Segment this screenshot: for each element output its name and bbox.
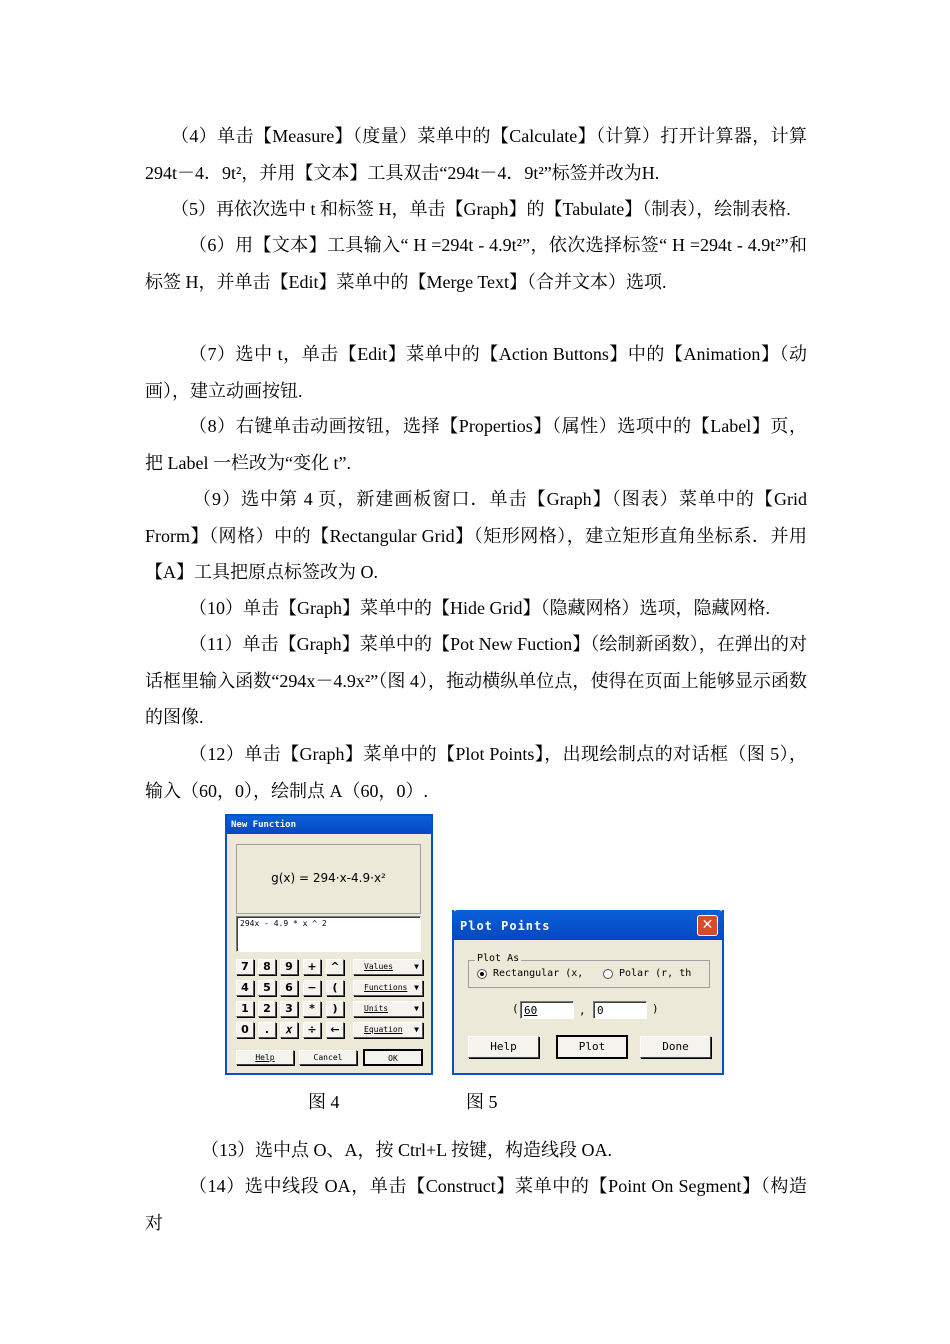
help-button[interactable]: Help <box>236 1050 294 1065</box>
radio-rectangular[interactable] <box>477 969 487 979</box>
key-1-4[interactable]: ( <box>326 980 344 996</box>
paragraph-step-5: （5）再依次选中 t 和标签 H，单击【Graph】的【Tabulate】（制表），绘制表格. <box>171 199 791 219</box>
chevron-down-icon: ▼ <box>414 962 419 971</box>
dropdown-equation[interactable] <box>353 1022 423 1038</box>
key-0-4[interactable]: ^ <box>326 959 344 975</box>
key-3-1[interactable]: . <box>258 1022 276 1038</box>
new-function-title-bar[interactable] <box>227 816 431 834</box>
radio-rectangular-label[interactable]: Rectangular (x, <box>493 968 584 979</box>
function-display <box>236 844 421 914</box>
plot-points-title-bar[interactable] <box>452 910 724 940</box>
open-paren: ( <box>512 1002 519 1015</box>
paragraph-step-7: （7）选中 t，单击【Edit】菜单中的【Action Buttons】中的【Animation】（动画），建立动画按钮. <box>145 344 807 401</box>
paragraph-step-6: （6）用【文本】工具输入“ H =294t - 4.9t²”，依次选择标签“ H =294t - 4.9t²”和标签 H，并单击【Edit】菜单中的【Merge Text】（合并文本）选项. <box>145 235 807 292</box>
paragraph-step-9: （9）选中第 4 页，新建画板窗口．单击【Graph】（图表）菜单中的【Grid Frorm】（网格）中的【Rectangular Grid】（矩形网格），建立矩形直角坐标系．并用【A】工具把原点标签改为 O. <box>145 489 807 582</box>
key-1-0[interactable]: 4 <box>236 980 254 996</box>
plot-as-label: Plot As <box>477 953 520 964</box>
key-0-2[interactable]: 9 <box>280 959 298 975</box>
radio-selected-dot <box>480 972 484 976</box>
plot-help-button[interactable]: Help <box>468 1036 539 1058</box>
key-3-4[interactable]: ← <box>326 1022 344 1038</box>
key-3-0[interactable]: 0 <box>236 1022 254 1038</box>
key-2-2[interactable]: 3 <box>280 1001 298 1017</box>
paragraph-step-8: （8）右键单击动画按钮，选择【Propertios】（属性）选项中的【Label】页，把 Label 一栏改为“变化 t”. <box>145 416 807 473</box>
chevron-down-icon: ▼ <box>414 1004 419 1013</box>
new-function-title: New Function <box>231 820 297 830</box>
y-value-input[interactable]: 0 <box>593 1001 647 1019</box>
paragraph-step-11: （11）单击【Graph】菜单中的【Pot New Fuction】（绘制新函数），在弹出的对话框里输入函数“294x－4.9x²”（图 4），拖动横纵单位点，使得在页面上能够显示函数的图像. <box>145 634 807 727</box>
function-input[interactable] <box>236 916 421 952</box>
key-0-3[interactable]: + <box>303 959 321 975</box>
paragraph-step-4: （4）单击【Measure】（度量）菜单中的【Calculate】（计算）打开计算器，计算 294t－4．9t²，并用【文本】工具双击“294t－4．9t²”标签并改为H. <box>145 126 807 183</box>
key-3-3[interactable]: ÷ <box>303 1022 321 1038</box>
key-2-1[interactable]: 2 <box>258 1001 276 1017</box>
radio-polar-label[interactable]: Polar (r, th <box>619 968 692 979</box>
plot-points-dialog <box>452 910 724 1075</box>
dropdown-label: Units <box>364 1004 389 1013</box>
figure-4-caption: 图 4 <box>308 1092 340 1112</box>
dropdown-functions[interactable] <box>353 980 423 996</box>
paragraph-step-12: （12）单击【Graph】菜单中的【Plot Points】，出现绘制点的对话框（图 5），输入（60，0），绘制点 A（60，0）. <box>145 744 807 801</box>
chevron-down-icon: ▼ <box>414 1025 419 1034</box>
paragraph-step-13: （13）选中点 O、A，按 Ctrl+L 按键，构造线段 OA. <box>201 1140 612 1160</box>
key-0-0[interactable]: 7 <box>236 959 254 975</box>
key-1-2[interactable]: 6 <box>280 980 298 996</box>
dropdown-values[interactable] <box>353 959 423 975</box>
key-2-3[interactable]: * <box>303 1001 321 1017</box>
key-1-1[interactable]: 5 <box>258 980 276 996</box>
ok-button[interactable]: OK <box>363 1049 423 1066</box>
plot-points-title: Plot Points <box>460 919 551 933</box>
radio-polar[interactable] <box>603 969 613 979</box>
key-0-1[interactable]: 8 <box>258 959 276 975</box>
dropdown-label: Equation <box>364 1025 403 1034</box>
function-display-text: g(x) = 294·x-4.9·x² <box>271 871 386 885</box>
dropdown-label: Values <box>364 962 393 971</box>
paragraph-step-14: （14）选中线段 OA，单击【Construct】菜单中的【Point On Segment】（构造对 <box>145 1176 807 1233</box>
key-3-2[interactable]: 𝑥 <box>280 1022 298 1038</box>
plot-button[interactable]: Plot <box>556 1035 628 1059</box>
close-paren: ) <box>652 1002 659 1015</box>
figure-5-caption: 图 5 <box>466 1092 498 1112</box>
comma: , <box>579 1004 586 1017</box>
paragraph-step-10: （10）单击【Graph】菜单中的【Hide Grid】（隐藏网格）选项，隐藏网格. <box>189 598 770 618</box>
plot-as-group <box>468 953 710 988</box>
key-2-0[interactable]: 1 <box>236 1001 254 1017</box>
close-icon: ✕ <box>701 917 714 933</box>
function-input-text: 294x - 4.9 * x ^ 2 <box>240 919 327 928</box>
key-1-3[interactable]: − <box>303 980 321 996</box>
cancel-button[interactable]: Cancel <box>299 1050 357 1065</box>
done-button[interactable]: Done <box>640 1036 711 1058</box>
close-button[interactable] <box>697 915 718 936</box>
dropdown-units[interactable] <box>353 1001 423 1017</box>
chevron-down-icon: ▼ <box>414 983 419 992</box>
x-value-input[interactable]: 60 <box>520 1001 574 1019</box>
key-2-4[interactable]: ) <box>326 1001 344 1017</box>
dropdown-label: Functions <box>364 983 408 992</box>
new-function-dialog <box>225 814 433 1075</box>
